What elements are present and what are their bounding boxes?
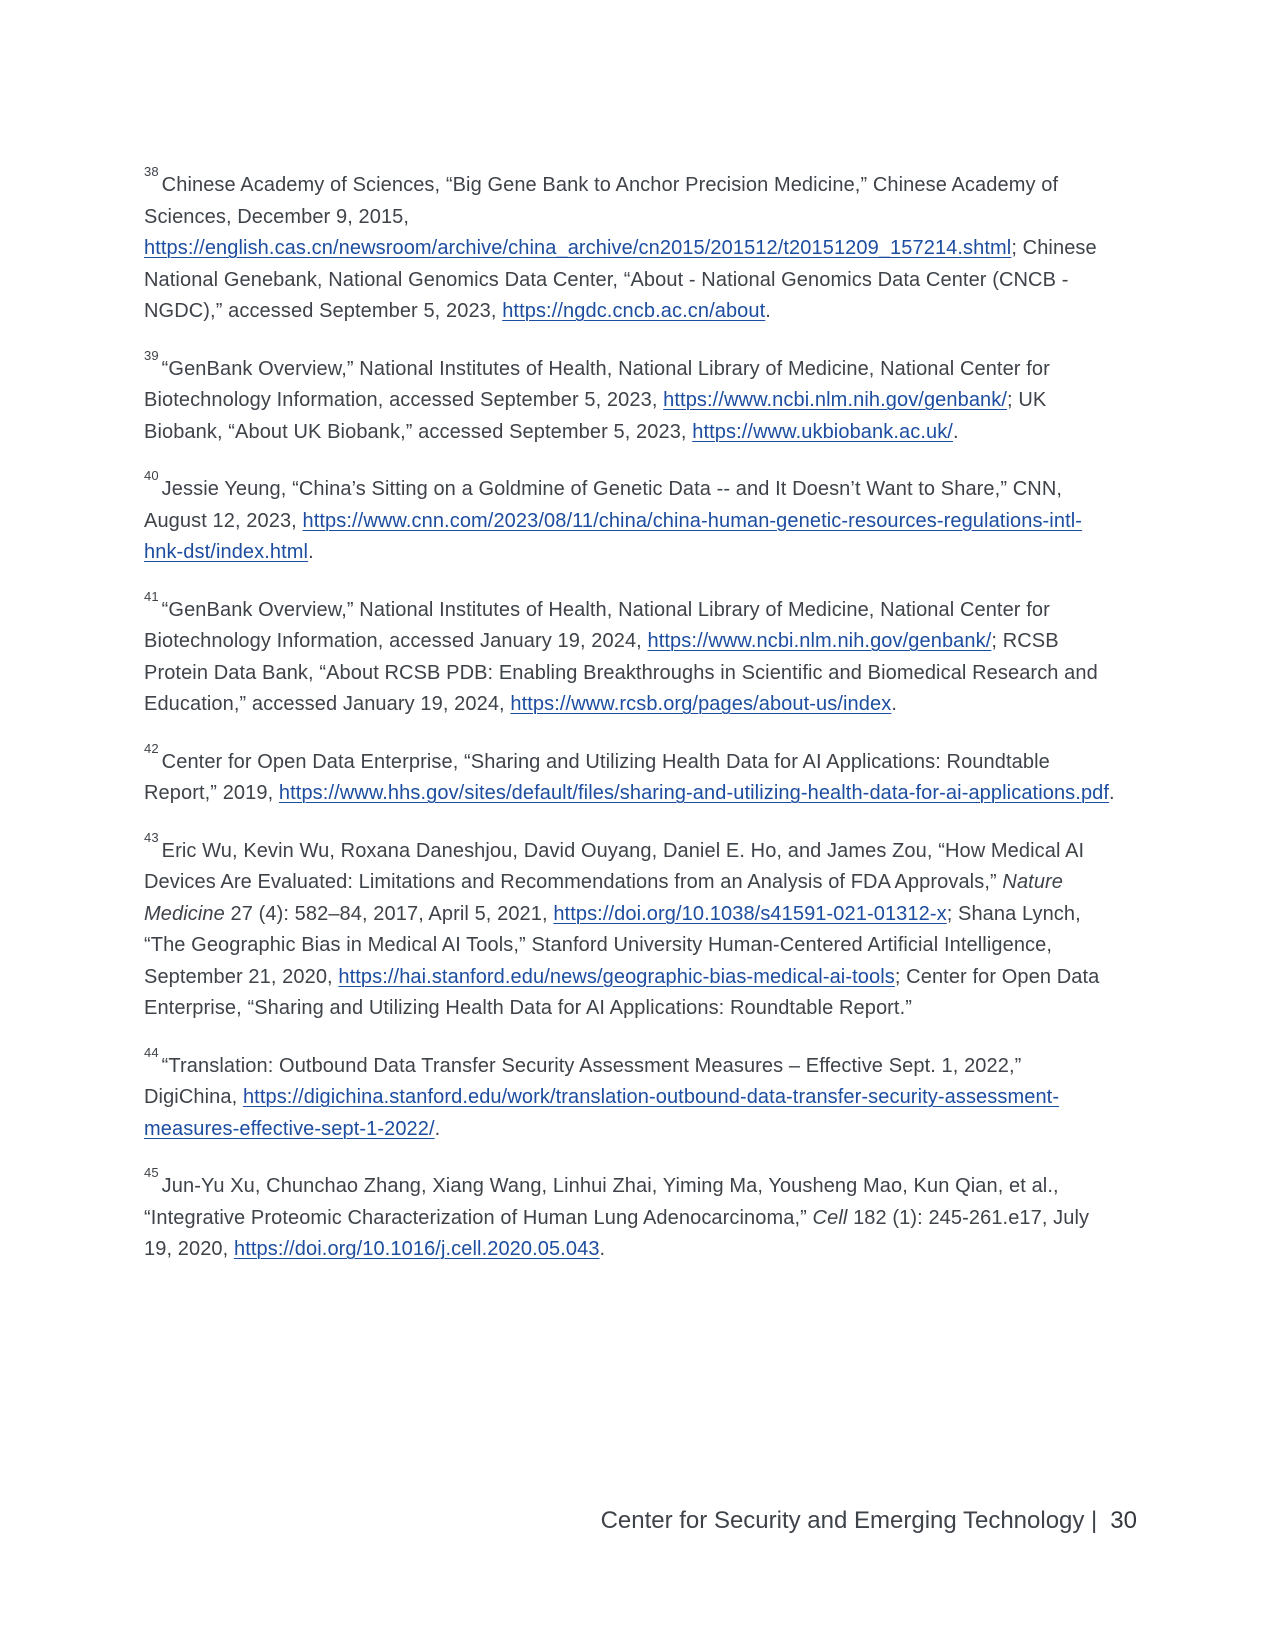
citation-text: . — [952, 420, 959, 443]
citation-link[interactable]: https://doi.org/10.1016/j.cell.2020.05.043 — [233, 1238, 600, 1260]
citation-text: Chinese Academy of Sciences, “Big Gene Bank to Anchor Precision Medicine,” Chinese Academy of Sciences, December 9, 2015, — [144, 174, 1059, 228]
endnotes-section — [144, 164, 1116, 1292]
citation-text: . — [434, 1117, 441, 1140]
footnote-38 — [144, 164, 1116, 328]
citation-text: ; Shana Lynch, “The Geographic Bias in Medical AI Tools,” Stanford University Human-Centered Artificial Intelligence, September 21, 2020, — [144, 902, 1081, 988]
citation-text: . — [599, 1238, 606, 1260]
citation-text: 182 (1): 245-261.e17, July 19, 2020, — [144, 1206, 1090, 1260]
footnote-43 — [144, 829, 1116, 1025]
citation-text: ; Center for Open Data Enterprise, “Sharing and Utilizing Health Data for AI Applications: Roundtable Report.” — [144, 965, 1100, 1019]
citation-text: Jessie Yeung, “China’s Sitting on a Goldmine of Genetic Data -- and It Doesn’t Want to Share,” CNN, August 12, 2023, — [144, 478, 1063, 532]
citation-link[interactable]: https://www.ncbi.nlm.nih.gov/genbank/ — [647, 630, 992, 652]
citation-text: . — [765, 300, 771, 322]
citation-text: . — [1109, 782, 1115, 804]
footnote-number: 39 — [144, 347, 159, 363]
citation-link[interactable]: https://www.ukbiobank.ac.uk/ — [692, 420, 953, 443]
footnote-40 — [144, 468, 1116, 569]
citation-link[interactable]: https://www.cnn.com/2023/08/11/china/china-human-genetic-resources-regulations-intl-hnk-dst/index.html — [144, 509, 1083, 563]
footnote-number: 38 — [144, 164, 159, 180]
citation-text: “Translation: Outbound Data Transfer Security Assessment Measures – Effective Sept. 1, 2022,” DigiChina, — [144, 1054, 1022, 1108]
footnote-45 — [144, 1165, 1116, 1266]
footnote-number: 45 — [144, 1165, 159, 1181]
footnote-number: 41 — [144, 588, 159, 604]
citation-text: Jun-Yu Xu, Chunchao Zhang, Xiang Wang, Linhui Zhai, Yiming Ma, Yousheng Mao, Kun Qian, et al., “Integrative Proteomic Characterization of Human Lung Adenocarcinoma,” — [144, 1175, 1059, 1229]
footnote-42 — [144, 740, 1116, 810]
citation-text: . — [891, 693, 897, 715]
citation-link[interactable]: https://digichina.stanford.edu/work/translation-outbound-data-transfer-security-assessment-measures-effective-sept-1-2022/ — [144, 1086, 1060, 1140]
page-footer — [601, 1506, 1137, 1536]
footnote-number: 44 — [144, 1044, 159, 1060]
journal-title: Nature Medicine — [144, 871, 1064, 925]
citation-link[interactable]: https://www.hhs.gov/sites/default/files/sharing-and-utilizing-health-data-for-ai-applications.pdf — [278, 782, 1110, 804]
citation-link[interactable]: https://www.rcsb.org/pages/about-us/index — [510, 693, 892, 715]
citation-text: “GenBank Overview,” National Institutes of Health, National Library of Medicine, National Center for Biotechnology Information, accessed September 5, 2023, — [144, 357, 1050, 411]
citation-text: ; Chinese National Genebank, National Genomics Data Center, “About - National Genomics Data Center (CNCB - NGDC),” accessed September 5, 2023, — [144, 237, 1097, 322]
page-number: 30 — [1110, 1507, 1137, 1534]
citation-link[interactable]: https://ngdc.cncb.ac.cn/about — [502, 300, 766, 322]
footnote-number: 40 — [144, 468, 159, 484]
footnote-41 — [144, 588, 1116, 721]
citation-text: Center for Open Data Enterprise, “Sharing and Utilizing Health Data for AI Applications: Roundtable Report,” 2019, — [144, 750, 1050, 804]
citation-text: 27 (4): 582–84, 2017, April 5, 2021, — [224, 902, 554, 925]
citation-text: Eric Wu, Kevin Wu, Roxana Daneshjou, David Ouyang, Daniel E. Ho, and James Zou, “How Medical AI Devices Are Evaluated: Limitations and Recommendations from an Analysis of FDA Approvals,” — [144, 839, 1085, 893]
citation-link[interactable]: https://english.cas.cn/newsroom/archive/china_archive/cn2015/201512/t20151209_157214.shtml — [144, 237, 1012, 259]
footnote-39 — [144, 347, 1116, 449]
footnote-number: 42 — [144, 740, 159, 756]
footnote-44 — [144, 1044, 1116, 1146]
citation-text: “GenBank Overview,” National Institutes of Health, National Library of Medicine, National Center for Biotechnology Information, accessed January 19, 2024, — [144, 598, 1050, 652]
footer-org-name: Center for Security and Emerging Technology | — [600, 1507, 1098, 1534]
footnote-number: 43 — [144, 829, 159, 845]
citation-text: ; UK Biobank, “About UK Biobank,” accessed September 5, 2023, — [144, 389, 1047, 443]
journal-title: Cell — [812, 1206, 848, 1229]
citation-text: . — [308, 541, 314, 563]
citation-link[interactable]: https://www.ncbi.nlm.nih.gov/genbank/ — [663, 389, 1008, 411]
citation-text: ; RCSB Protein Data Bank, “About RCSB PDB: Enabling Breakthroughs in Scientific and Biomedical Research and Education,” accessed January 19, 2024, — [144, 630, 1098, 715]
citation-link[interactable]: https://doi.org/10.1038/s41591-021-01312-x — [553, 902, 947, 925]
footnotes-list — [144, 164, 1116, 1266]
citation-link[interactable]: https://hai.stanford.edu/news/geographic-bias-medical-ai-tools — [338, 965, 895, 988]
